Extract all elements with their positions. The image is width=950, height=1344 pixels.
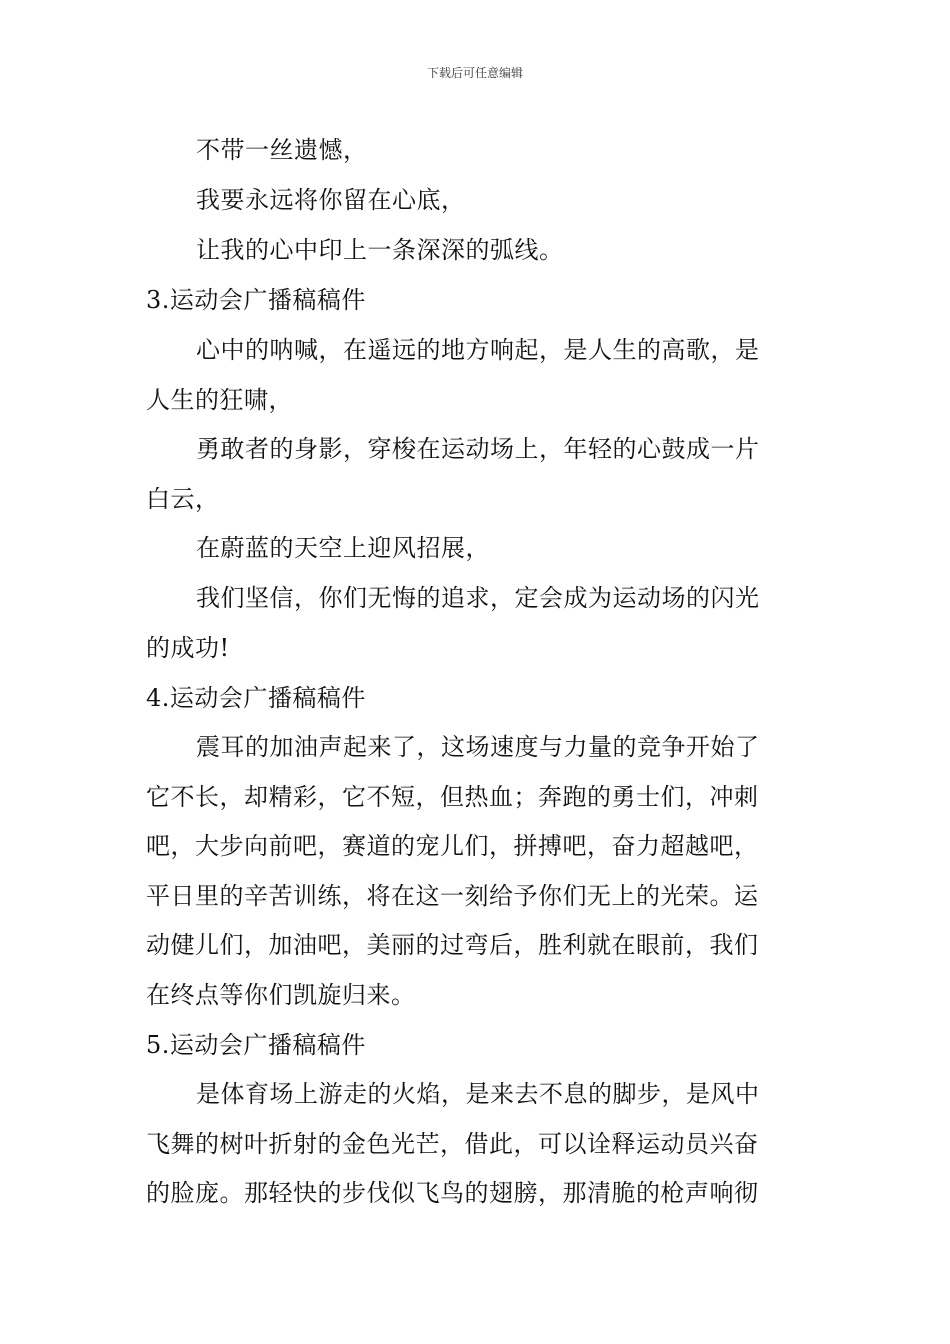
text-line: 在终点等你们凯旋归来。 <box>146 981 416 1009</box>
text-line: 吧，大步向前吧，赛道的宠儿们，拼搏吧，奋力超越吧， <box>146 832 759 860</box>
text-line: 心中的呐喊，在遥远的地方响起，是人生的高歌，是 <box>196 336 760 364</box>
text-line: 是体育场上游走的火焰，是来去不息的脚步，是风中 <box>196 1080 760 1108</box>
section-heading: 5.运动会广播稿稿件 <box>146 1031 366 1059</box>
text-line: 人生的狂啸， <box>146 386 293 414</box>
text-line: 震耳的加油声起来了，这场速度与力量的竞争开始了 <box>196 733 760 761</box>
text-line: 白云， <box>146 485 220 513</box>
text-line: 动健儿们，加油吧，美丽的过弯后，胜利就在眼前，我们 <box>146 931 759 959</box>
text-line: 我们坚信，你们无悔的追求，定会成为运动场的闪光 <box>196 584 760 612</box>
text-line: 飞舞的树叶折射的金色光芒，借此，可以诠释运动员兴奋 <box>146 1130 759 1158</box>
text-line: 不带一丝遗憾， <box>196 136 368 164</box>
text-line: 我要永远将你留在心底， <box>196 186 466 214</box>
section-heading: 3.运动会广播稿稿件 <box>146 286 366 314</box>
text-line: 让我的心中印上一条深深的弧线。 <box>196 236 564 264</box>
text-line: 在蔚蓝的天空上迎风招展， <box>196 534 490 562</box>
text-line: 平日里的辛苦训练，将在这一刻给予你们无上的光荣。运 <box>146 882 759 910</box>
section-heading: 4.运动会广播稿稿件 <box>146 684 366 712</box>
page-header: 下载后可任意编辑 <box>426 66 523 80</box>
text-line: 的脸庞。那轻快的步伐似飞鸟的翅膀，那清脆的枪声响彻 <box>146 1179 759 1207</box>
text-line: 勇敢者的身影，穿梭在运动场上，年轻的心鼓成一片 <box>196 435 760 463</box>
text-line: 的成功! <box>146 634 230 662</box>
text-line: 它不长，却精彩，它不短，但热血；奔跑的勇士们，冲刺 <box>146 783 759 811</box>
